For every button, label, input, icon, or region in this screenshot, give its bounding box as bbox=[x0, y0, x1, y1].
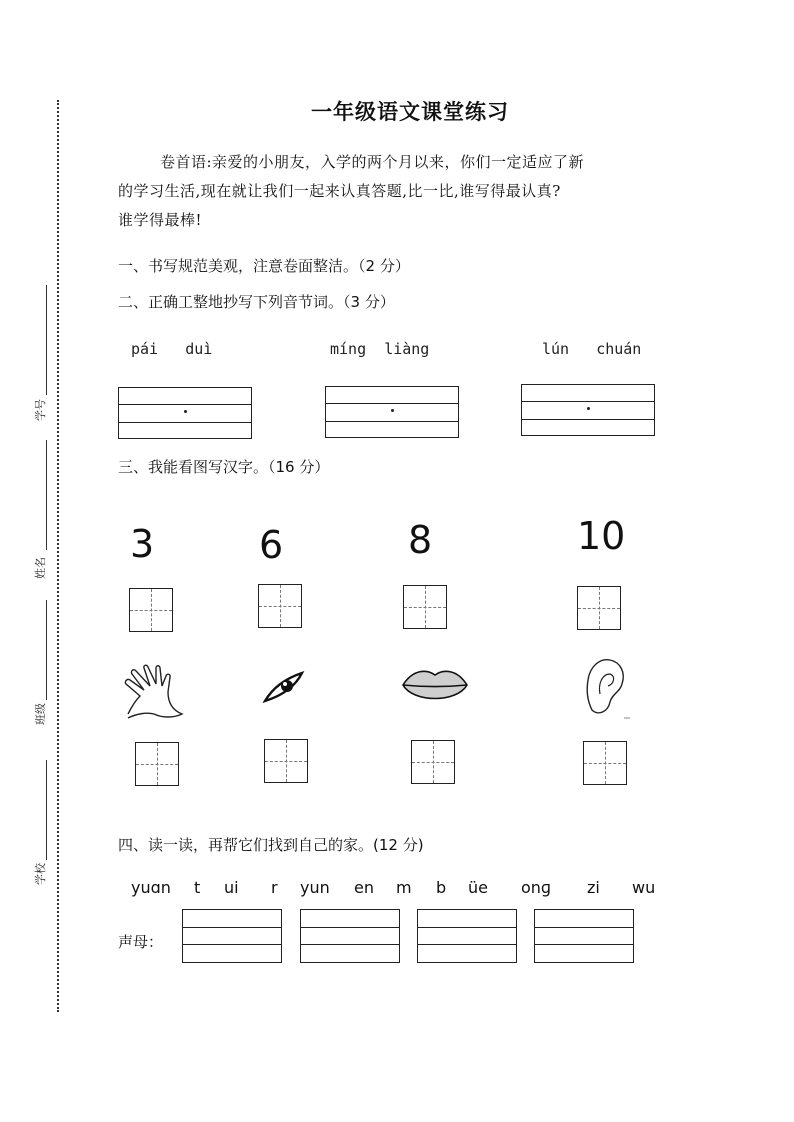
character-writing-box[interactable] bbox=[264, 739, 308, 783]
pinyin-word-3 bbox=[542, 340, 641, 358]
section-2-heading: 二、正确工整地抄写下列音节词。（3 分） bbox=[118, 293, 395, 311]
name-label: 姓名 bbox=[34, 557, 47, 579]
number-8: 8 bbox=[408, 518, 433, 562]
number-6: 6 bbox=[259, 523, 284, 567]
section-1-heading: 一、书写规范美观，注意卷面整洁。（2 分） bbox=[118, 257, 410, 275]
name-blank-line bbox=[46, 440, 47, 550]
school-blank-line bbox=[46, 760, 47, 860]
answer-writing-grid[interactable] bbox=[182, 909, 282, 963]
pinyin-letter: wu bbox=[632, 878, 656, 897]
ear-icon bbox=[580, 654, 636, 722]
class-label: 班级 bbox=[34, 703, 47, 725]
pinyin-word-1 bbox=[131, 340, 212, 358]
character-writing-box[interactable] bbox=[258, 584, 302, 628]
answer-writing-grid[interactable] bbox=[534, 909, 634, 963]
pinyin-letter: onɡ bbox=[521, 878, 552, 897]
number-10: 10 bbox=[577, 514, 626, 558]
answer-writing-grid[interactable] bbox=[417, 909, 517, 963]
pinyin-letter: zi bbox=[587, 878, 600, 897]
class-blank-line bbox=[46, 600, 47, 700]
intro-line-3: 谁学得最棒! bbox=[118, 211, 203, 229]
pinyin-letter: en bbox=[354, 878, 374, 897]
section-4-heading: 四、读一读，再帮它们找到自己的家。(12 分) bbox=[118, 836, 424, 854]
mouth-icon bbox=[399, 663, 471, 709]
character-writing-box[interactable] bbox=[129, 588, 173, 632]
pinyin-letter: m bbox=[396, 878, 412, 897]
character-writing-box[interactable] bbox=[403, 585, 447, 629]
pinyin-letter: t bbox=[194, 878, 201, 897]
pinyin-word-2 bbox=[330, 340, 429, 358]
pinyin-syllable: liàng bbox=[384, 340, 430, 358]
eye-icon bbox=[262, 669, 306, 705]
pinyin-letter: b bbox=[436, 878, 447, 897]
school-label: 学校 bbox=[34, 863, 47, 885]
intro-line-2: 的学习生活,现在就让我们一起来认真答题,比一比,谁写得最认真? bbox=[118, 182, 561, 200]
pinyin-syllable: chuán bbox=[596, 340, 642, 358]
intro-paragraph bbox=[118, 148, 678, 235]
shengmu-label: 声母： bbox=[118, 933, 164, 951]
pinyin-writing-grid[interactable] bbox=[325, 386, 459, 438]
character-writing-box[interactable] bbox=[577, 586, 621, 630]
answer-writing-grid[interactable] bbox=[300, 909, 400, 963]
character-writing-box[interactable] bbox=[411, 740, 455, 784]
pinyin-letter: ui bbox=[224, 878, 239, 897]
pinyin-writing-grid[interactable] bbox=[521, 384, 655, 436]
character-writing-box[interactable] bbox=[135, 742, 179, 786]
student-id-label: 学号 bbox=[34, 399, 47, 421]
pinyin-syllable: lún bbox=[542, 340, 570, 358]
binding-dotted-line bbox=[57, 100, 59, 1012]
pinyin-syllable: pái bbox=[131, 340, 159, 358]
character-writing-box[interactable] bbox=[583, 741, 627, 785]
student-id-blank-line bbox=[46, 285, 47, 395]
pinyin-letter: yuɑn bbox=[131, 878, 171, 897]
section-3-heading: 三、我能看图写汉字。（16 分） bbox=[118, 458, 330, 476]
pinyin-syllable: míng bbox=[330, 340, 367, 358]
pinyin-letter: yun bbox=[300, 878, 330, 897]
page-title: 一年级语文课堂练习 bbox=[311, 99, 509, 124]
pinyin-writing-grid[interactable] bbox=[118, 387, 252, 439]
pinyin-letter: r bbox=[271, 878, 278, 897]
number-3: 3 bbox=[130, 522, 155, 566]
pinyin-syllable: duì bbox=[185, 340, 213, 358]
hand-icon bbox=[122, 662, 188, 720]
pinyin-letter: üe bbox=[468, 878, 488, 897]
intro-line-1: 卷首语:亲爱的小朋友，入学的两个月以来，你们一定适应了新 bbox=[160, 153, 585, 171]
